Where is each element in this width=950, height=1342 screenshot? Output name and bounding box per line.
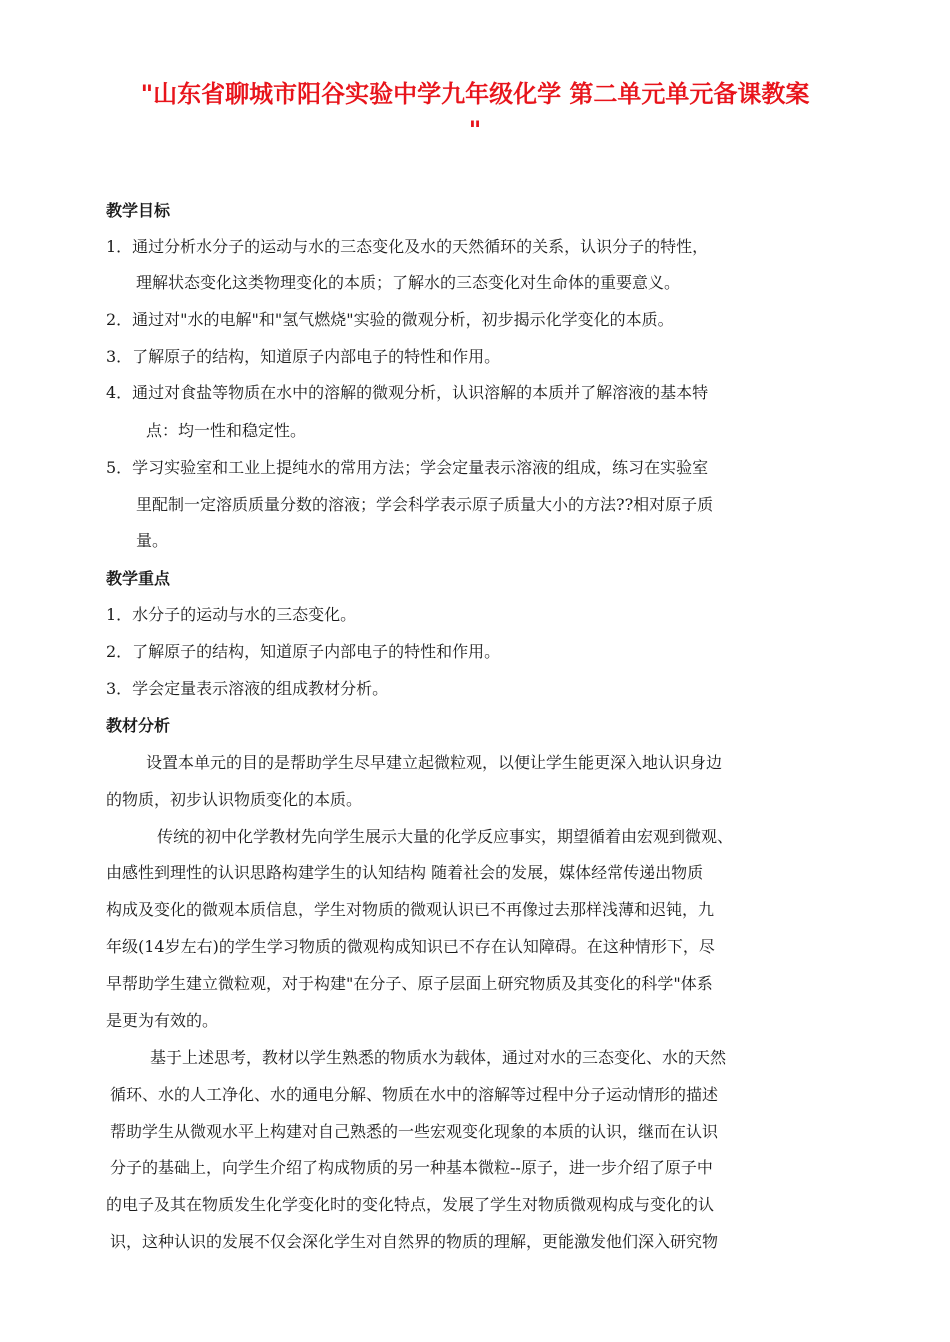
objective-line: 5．学习实验室和工业上提纯水的常用方法；学会定量表示溶液的组成，练习在实验室 xyxy=(106,458,709,477)
title-line-2: " xyxy=(468,116,482,144)
objective-line: 里配制一定溶质质量分数的溶液；学会科学表示原子质量大小的方法??相对原子质 xyxy=(136,495,714,514)
objective-line: 2．通过对"水的电解"和"氢气燃烧"实验的微观分析，初步揭示化学变化的本质。 xyxy=(106,310,674,329)
analysis-line: 的物质，初步认识物质变化的本质。 xyxy=(106,790,363,809)
analysis-line: 分子的基础上，向学生介绍了构成物质的另一种基本微粒--原子，进一步介绍了原子中 xyxy=(110,1158,713,1177)
analysis-line: 由感性到理性的认识思路构建学生的认知结构 随着社会的发展，媒体经常传递出物质 xyxy=(106,863,704,882)
objective-line: 3．了解原子的结构，知道原子内部电子的特性和作用。 xyxy=(106,347,501,366)
section-heading-objectives: 教学目标 xyxy=(106,201,171,220)
analysis-line: 传统的初中化学教材先向学生展示大量的化学反应事实，期望循着由宏观到微观、 xyxy=(157,827,734,846)
analysis-line: 帮助学生从微观水平上构建对自己熟悉的一些宏观变化现象的本质的认识，继而在认识 xyxy=(110,1122,719,1141)
objective-line: 1．通过分析水分子的运动与水的三态变化及水的天然循环的关系，认识分子的特性， xyxy=(106,237,709,256)
analysis-line: 是更为有效的。 xyxy=(106,1011,219,1030)
analysis-line: 基于上述思考，教材以学生熟悉的物质水为载体，通过对水的三态变化、水的天然 xyxy=(150,1048,727,1067)
analysis-line: 的电子及其在物质发生化学变化时的变化特点，发展了学生对物质微观构成与变化的认 xyxy=(106,1195,715,1214)
analysis-line: 循环、水的人工净化、水的通电分解、物质在水中的溶解等过程中分子运动情形的描述 xyxy=(110,1085,719,1104)
analysis-line: 年级(14岁左右)的学生学习物质的微观构成知识已不存在认知障碍。在这种情形下，尽 xyxy=(106,937,715,956)
key-point-line: 1．水分子的运动与水的三态变化。 xyxy=(106,605,357,624)
document-title xyxy=(60,76,890,148)
analysis-line: 构成及变化的微观本质信息，学生对物质的微观认识已不再像过去那样浅薄和迟钝，九 xyxy=(106,900,715,919)
objective-line: 量。 xyxy=(136,531,169,550)
objective-line: 4．通过对食盐等物质在水中的溶解的微观分析，认识溶解的本质并了解溶液的基本特 xyxy=(106,383,709,402)
section-heading-analysis: 教材分析 xyxy=(106,716,171,735)
analysis-line: 设置本单元的目的是帮助学生尽早建立起微粒观，以便让学生能更深入地认识身边 xyxy=(146,753,723,772)
title-line-1: "山东省聊城市阳谷实验中学九年级化学 第二单元单元备课教案 xyxy=(140,80,810,108)
objective-line: 理解状态变化这类物理变化的本质；了解水的三态变化对生命体的重要意义。 xyxy=(136,273,681,292)
objective-line: 点：均一性和稳定性。 xyxy=(146,421,307,440)
section-heading-key-points: 教学重点 xyxy=(106,569,171,588)
analysis-line: 识，这种认识的发展不仅会深化学生对自然界的物质的理解，更能激发他们深入研究物 xyxy=(110,1232,719,1251)
key-point-line: 3．学会定量表示溶液的组成教材分析。 xyxy=(106,679,389,698)
key-point-line: 2．了解原子的结构，知道原子内部电子的特性和作用。 xyxy=(106,642,501,661)
analysis-line: 早帮助学生建立微粒观，对于构建"在分子、原子层面上研究物质及其变化的科学"体系 xyxy=(106,974,713,993)
